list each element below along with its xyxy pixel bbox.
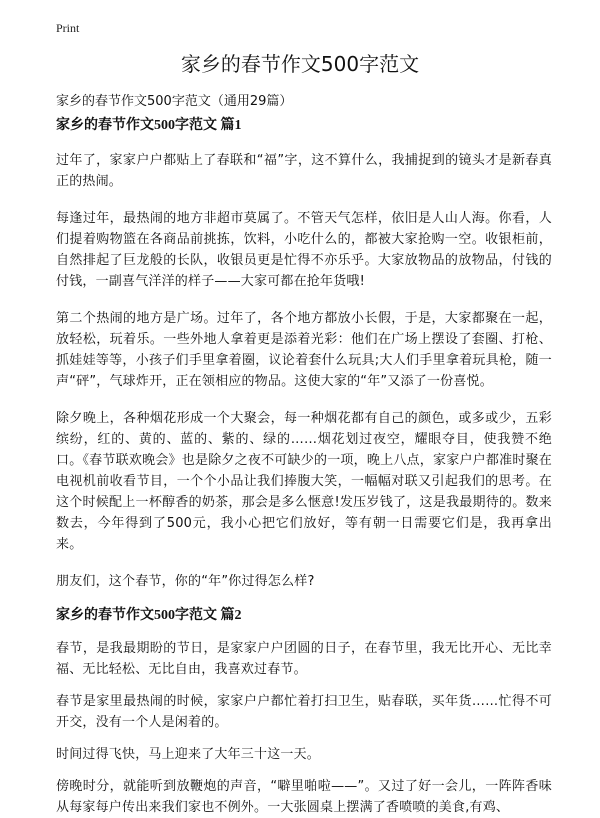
paragraph: 春节是家里最热闹的时候，家家户户都忙着打扫卫生，贴春联，买年货……忙得不可开交，没有一个人是闲着的。 [56,694,552,730]
paragraph: 除夕晚上，各种烟花形成一个大聚会，每一种烟花都有自己的颜色，或多或少，五彩缤纷，红的、黄的、蓝的、紫的、绿的……烟花划过夜空，耀眼夺目，使我赞不绝口。《春节联欢晚会》也是除夕之夜不可缺少的一项，晚上八点，家家户户都准时聚在电视机前收看节目，一个个小品让我们捧腹大笑，一幅幅对联又引起我们的思考。在这个时候配上一杯醇香的奶茶，那会是多么惬意!发压岁钱了，这是我最期待的。数来数去，今年得到了500元，我小心把它们放好，等有朝一日需要它们是，我再拿出来。 [56,411,552,552]
page-title: 家乡的春节作文500字范文 [180,52,420,76]
section-heading-2: 家乡的春节作文500字范文 篇2 [56,608,242,623]
paragraph: 每逢过年，最热闹的地方非超市莫属了。不管天气怎样，依旧是人山人海。你看，人们提着购物篮在各商品前挑拣，饮料，小吃什么的，都被大家抢购一空。收银柜前，自然排起了巨龙般的长队，收银员更是忙得不亦乐乎。大家放物品的放物品，付钱的付钱，一副喜气洋洋的样子——大家可都在抢年货哦! [56,211,552,289]
paragraph: 第二个热闹的地方是广场。过年了，各个地方都放小长假，于是，大家都聚在一起，放轻松，玩着乐。一些外地人拿着更是添着光彩：他们在广场上摆设了套圈、打枪、抓娃娃等等，小孩子们手里拿着圈，议论着套什么玩具;大人们手里拿着玩具枪，随一声“砰”，气球炸开，正在领相应的物品。这使大家的“年”又添了一份喜悦。 [56,311,552,389]
article-body [56,116,552,818]
print-link[interactable]: Print [56,21,80,35]
paragraph: 时间过得飞快，马上迎来了大年三十这一天。 [56,747,321,762]
paragraph: 傍晚时分，就能听到放鞭炮的声音，“噼里啪啦——”。又过了好一会儿，一阵阵香味从每家每户传出来我们家也不例外。一大张圆桌上摆满了香喷喷的美食,有鸡、 [56,779,552,815]
paragraph: 朋友们，这个春节，你的“年”你过得怎么样? [56,574,315,589]
section-heading-1: 家乡的春节作文500字范文 篇1 [56,118,242,133]
article-subtitle: 家乡的春节作文500字范文（通用29篇） [56,94,293,109]
paragraph: 春节，是我最期盼的节日，是家家户户团圆的日子，在春节里，我无比开心、无比幸福、无比轻松、无比自由，我喜欢过春节。 [56,641,552,677]
paragraph: 过年了，家家户户都贴上了春联和“福”字，这不算什么，我捕捉到的镜头才是新春真正的热闹。 [56,153,552,189]
